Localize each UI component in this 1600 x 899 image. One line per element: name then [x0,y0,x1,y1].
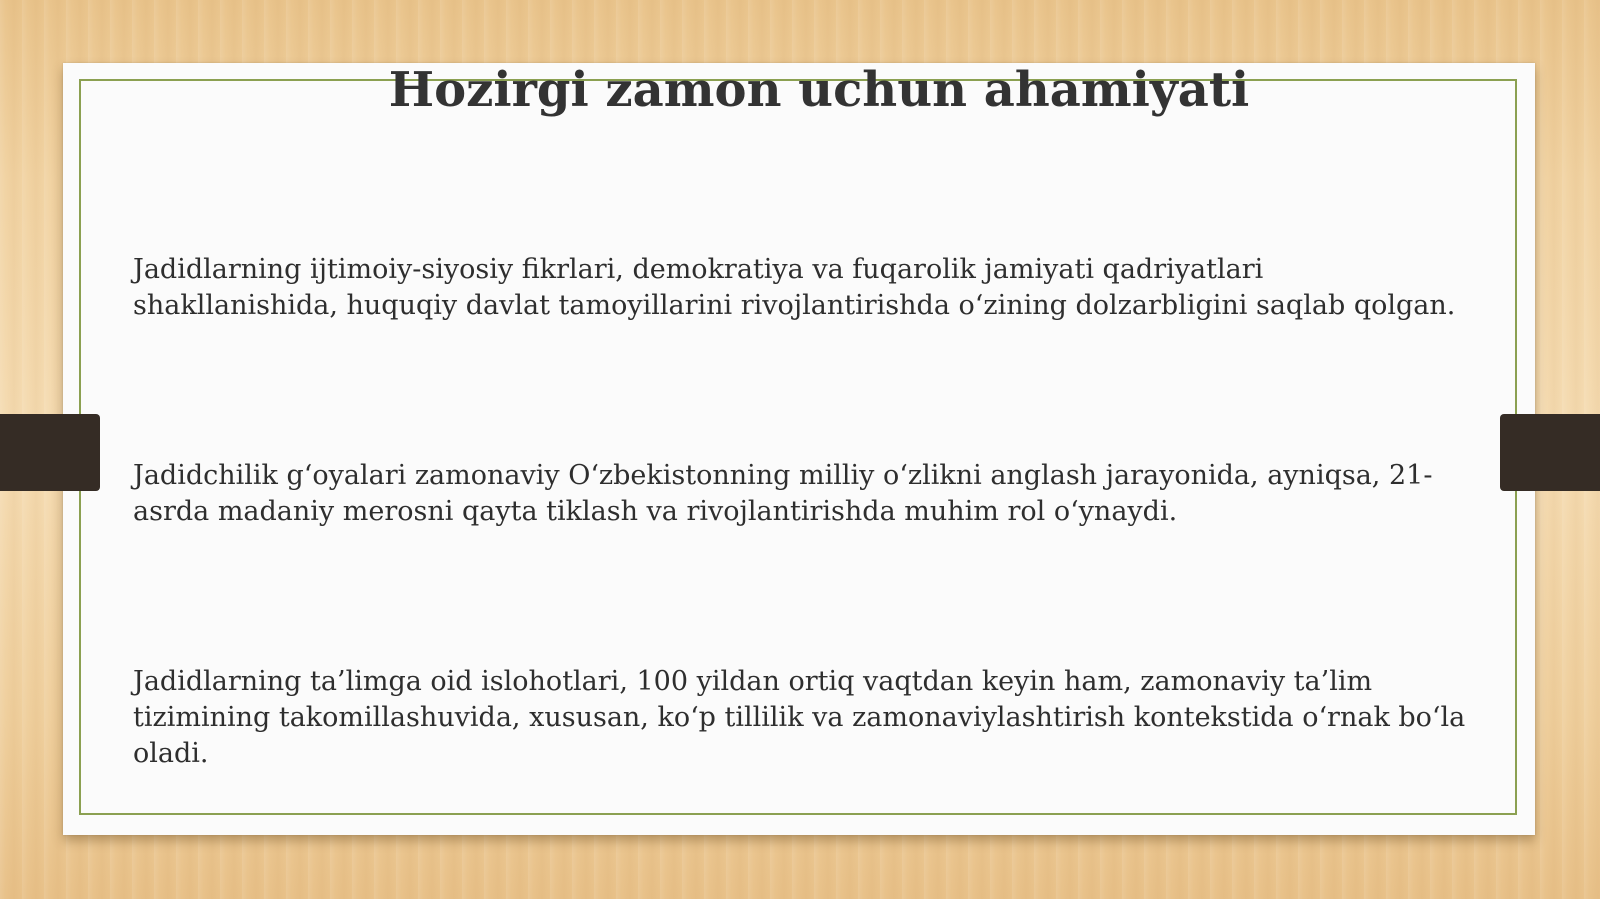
slide-title: Hozirgi zamon uchun ahamiyati [388,62,1250,118]
paragraph-3: Jadidlarning ta’limga oid islohotlari, 100 yildan ortiq vaqtdan keyin ham, zamonaviy ta’lim tizimining takomillashuvida, xususan, ko‘p tillilik va zamonaviylashtirish kontekstida o‘rnak bo‘la oladi. [133,666,1466,769]
right-side-tab [1500,414,1600,491]
paragraph-1: Jadidlarning ijtimoiy-siyosiy fikrlari, demokratiya va fuqarolik jamiyati qadriyatlari shakllanishida, huquqiy davlat tamoyillarini rivojlantirishda o‘zining dolzarbligini saqlab qolgan. [133,254,1456,321]
paragraph-2: Jadidchilik g‘oyalari zamonaviy O‘zbekistonning milliy o‘zlikni anglash jarayonida, ayniqsa, 21-asrda madaniy merosni qayta tiklash va rivojlantirishda muhim rol o‘ynaydi. [133,460,1433,527]
left-side-tab [0,414,100,491]
